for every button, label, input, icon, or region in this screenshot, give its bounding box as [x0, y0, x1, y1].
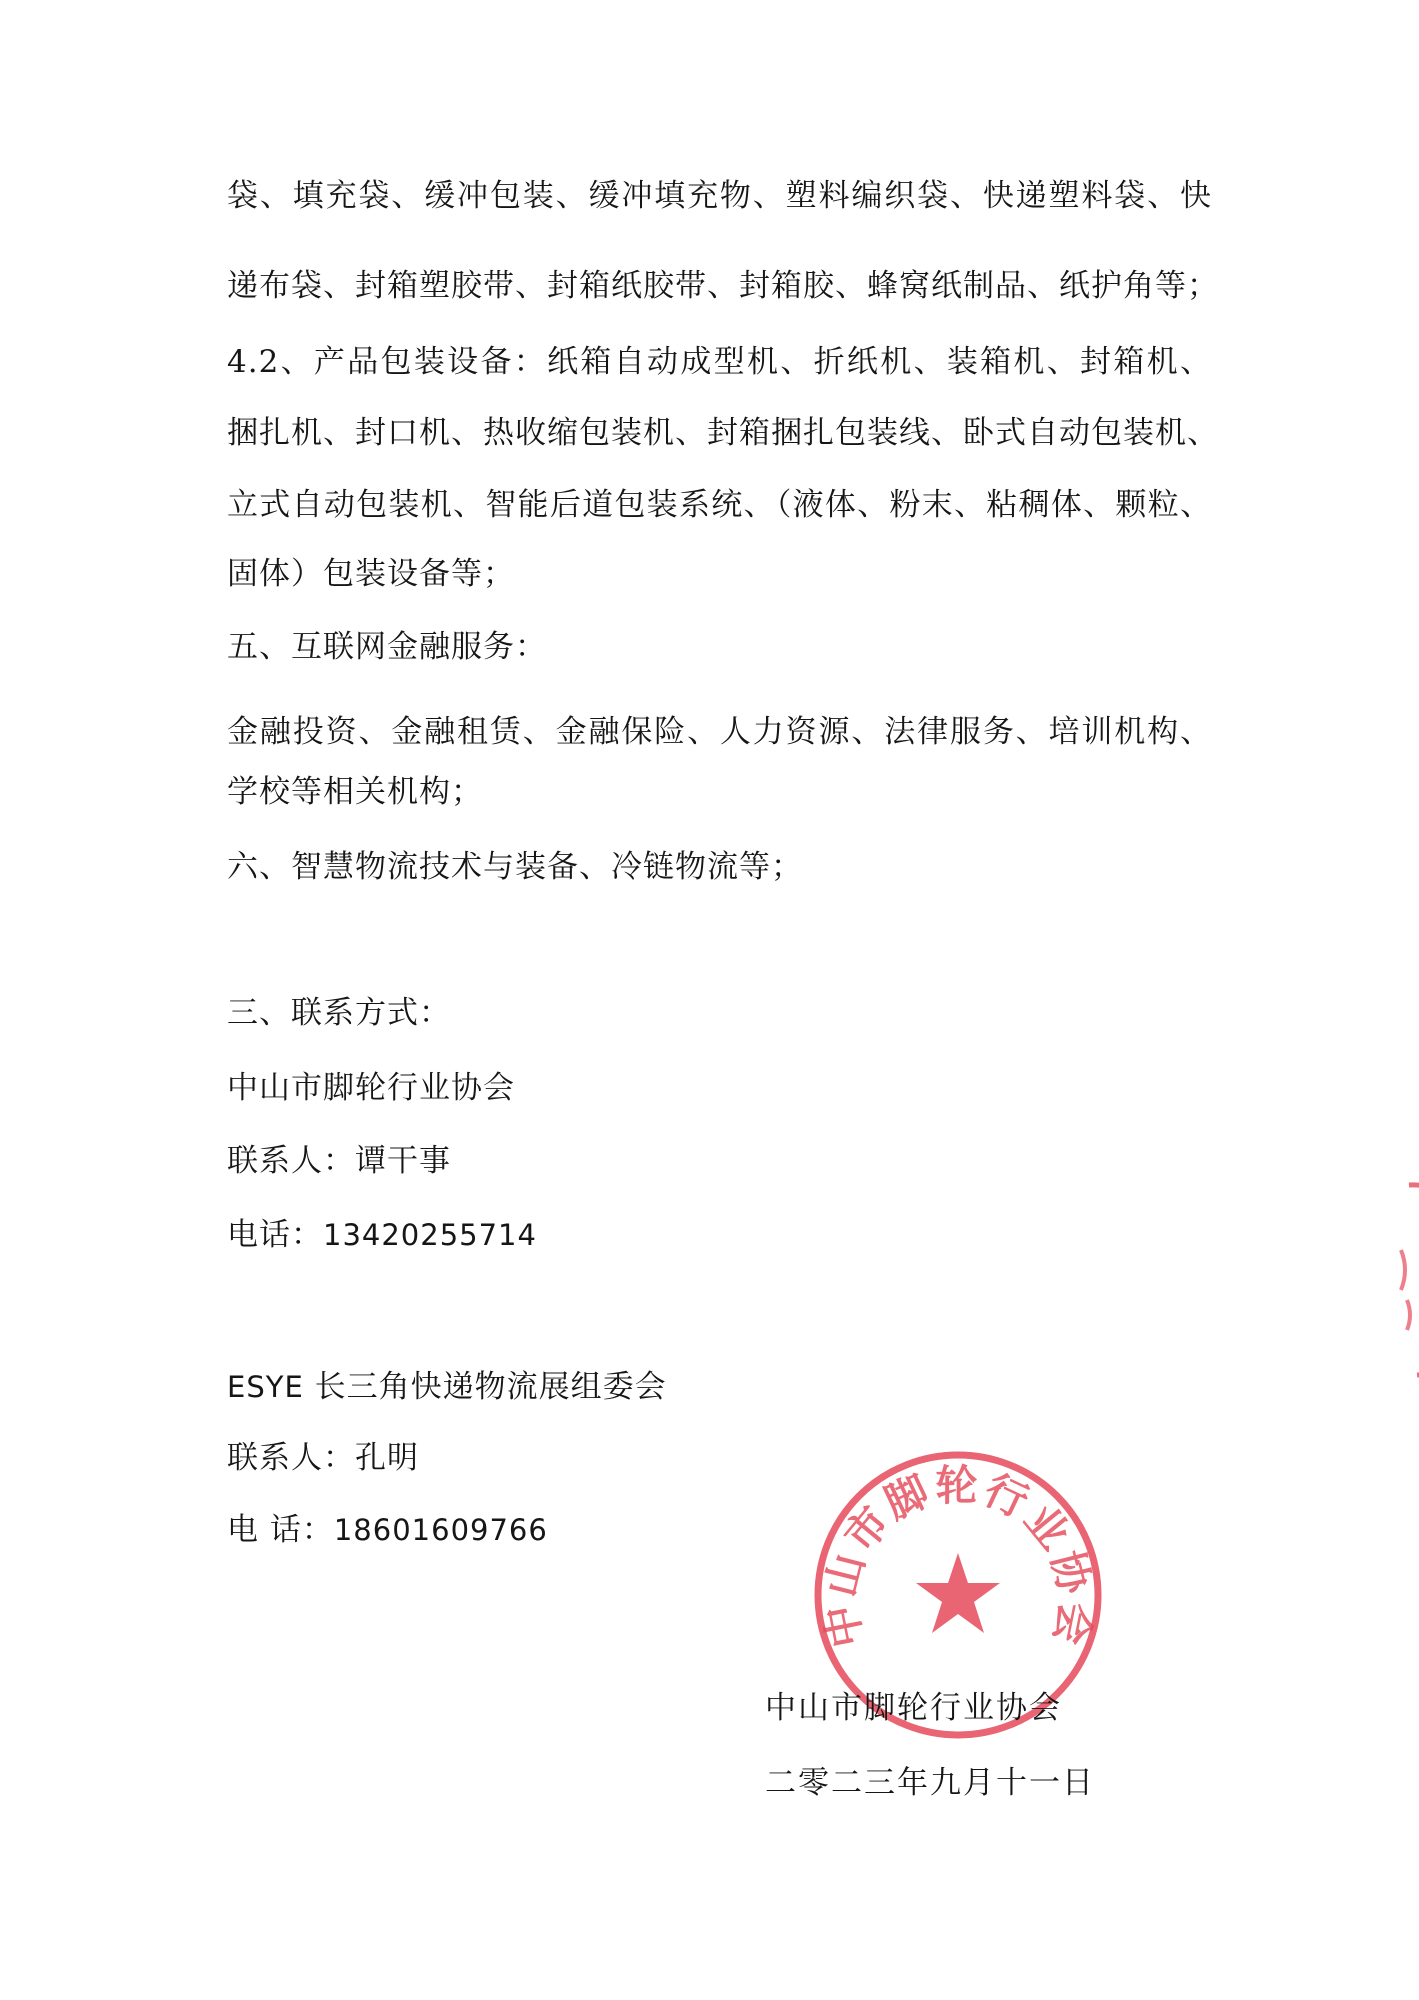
contact-person-name: 谭干事	[355, 1143, 451, 1179]
edge-seal-mark	[1359, 1180, 1419, 1380]
seal-text: 中山市脚轮行业协会	[815, 1461, 1101, 1652]
contact-org-name	[227, 1367, 667, 1407]
section-heading: 六、智慧物流技术与装备、冷链物流等；	[227, 849, 803, 885]
contact-org-name: 中山市脚轮行业协会	[227, 1070, 515, 1106]
body-line: 固体）包装设备等；	[227, 556, 515, 592]
signature-date: 二零二三年九月十一日	[765, 1765, 1095, 1801]
contact-phone-number: 18601609766	[333, 1513, 548, 1547]
body-line: 学校等相关机构；	[227, 774, 483, 810]
org-name-text: 长三角快递物流展组委会	[314, 1369, 667, 1405]
body-line: 捆扎机、封口机、热收缩包装机、封箱捆扎包装线、卧式自动包装机、	[227, 415, 1219, 451]
contact-phone-number: 13420255714	[323, 1218, 537, 1252]
contact-person	[227, 1141, 451, 1181]
body-line: 金融投资、金融租赁、金融保险、人力资源、法律服务、培训机构、	[227, 714, 1212, 750]
contact-person-name: 孔明	[355, 1440, 419, 1476]
contact-heading: 三、联系方式：	[227, 995, 451, 1031]
contact-person	[227, 1438, 419, 1478]
contact-phone	[227, 1510, 548, 1550]
contact-person-label: 联系人：	[227, 1143, 355, 1179]
org-name-prefix: ESYE	[227, 1370, 304, 1404]
body-line: 袋、填充袋、缓冲包装、缓冲填充物、塑料编织袋、快递塑料袋、快	[227, 178, 1212, 214]
contact-phone-label: 电话：	[227, 1217, 323, 1253]
section-heading: 五、互联网金融服务：	[227, 629, 547, 665]
body-line: 递布袋、封箱塑胶带、封箱纸胶带、封箱胶、蜂窝纸制品、纸护角等；	[227, 268, 1219, 304]
signature-org: 中山市脚轮行业协会	[765, 1690, 1062, 1726]
contact-phone	[227, 1215, 537, 1255]
body-line: 4.2、产品包装设备：纸箱自动成型机、折纸机、装箱机、封箱机、	[227, 344, 1212, 380]
contact-phone-label: 电 话：	[227, 1512, 334, 1548]
contact-person-label: 联系人：	[227, 1440, 355, 1476]
body-line: 立式自动包装机、智能后道包装系统、（液体、粉末、粘稠体、颗粒、	[227, 487, 1212, 523]
